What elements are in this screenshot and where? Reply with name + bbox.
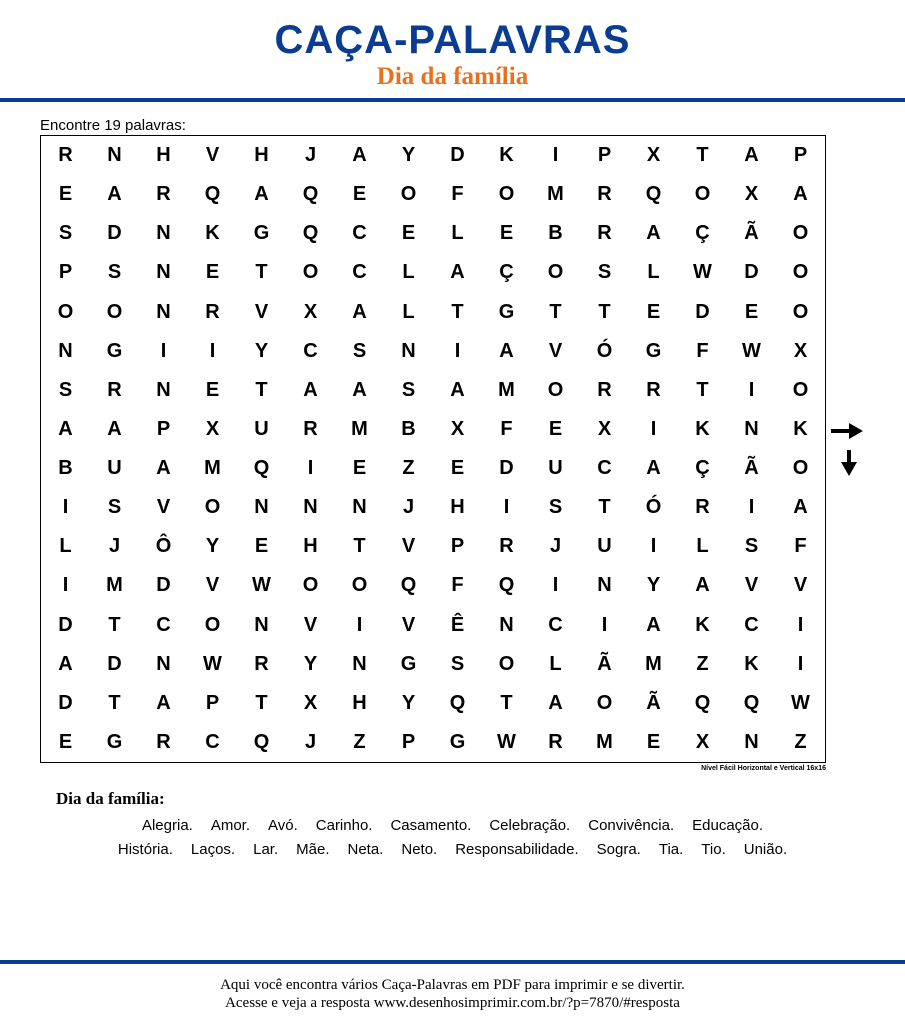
word-list-title: Dia da família: (56, 789, 165, 808)
grid-cell: Q (645, 183, 662, 206)
grid-cell: G (253, 222, 270, 245)
grid-cell: E (646, 300, 661, 323)
grid-cell: N (499, 613, 514, 636)
grid-cell: A (254, 183, 269, 206)
grid-cell: I (748, 378, 755, 401)
grid-cell: L (451, 222, 464, 245)
grid-cell: N (107, 144, 122, 167)
grid-cell: J (549, 535, 562, 558)
grid-cell: O (302, 261, 319, 284)
page-subtitle: Dia da família (376, 63, 529, 90)
grid-cell: A (450, 261, 465, 284)
grid-cell: X (303, 691, 318, 714)
word-list-item: Sogra. (596, 841, 641, 858)
grid-cell: C (156, 613, 171, 636)
grid-cell: Y (254, 339, 269, 362)
grid-cell: A (352, 144, 367, 167)
grid-cell: T (108, 613, 121, 636)
word-list-item: União. (743, 841, 788, 858)
grid-cell: C (303, 339, 318, 362)
grid-cell: Z (353, 730, 366, 753)
grid-cell: Ó (596, 339, 613, 362)
word-list-item: Tia. (658, 841, 684, 858)
grid-cell: J (304, 144, 317, 167)
grid-cell: Y (401, 144, 416, 167)
grid-cell: Ç (695, 222, 710, 245)
grid-cell: O (400, 183, 417, 206)
grid-cell: R (597, 222, 612, 245)
grid-cell: R (303, 417, 318, 440)
grid-cell: A (695, 574, 710, 597)
grid-cell: O (792, 378, 809, 401)
grid-cell: B (58, 457, 73, 480)
grid-cell: H (303, 535, 318, 558)
grid-cell: P (793, 144, 808, 167)
grid-cell: D (58, 613, 73, 636)
grid-cell: O (547, 261, 564, 284)
grid-cell: A (58, 417, 73, 440)
grid-cell: S (107, 496, 122, 519)
grid-cell: V (156, 496, 171, 519)
grid-cell: T (255, 378, 268, 401)
grid-cell: D (58, 691, 73, 714)
grid-cell: R (597, 378, 612, 401)
grid-cell: A (352, 378, 367, 401)
grid-cell: X (205, 417, 220, 440)
grid-cell: C (352, 222, 367, 245)
level-note: Nível Fácil Horizontal e Vertical 16x16 (701, 765, 826, 772)
page-title: CAÇA-PALAVRAS (274, 18, 631, 62)
grid-cell: Q (694, 691, 711, 714)
grid-cell: I (454, 339, 461, 362)
grid-cell: O (792, 300, 809, 323)
grid-cell: P (205, 691, 220, 714)
grid-cell: R (205, 300, 220, 323)
grid-cell: G (498, 300, 515, 323)
grid-cell: A (793, 183, 808, 206)
grid-cell: K (499, 144, 514, 167)
grid-cell: N (597, 574, 612, 597)
grid-cell: O (498, 183, 515, 206)
grid-cell: T (696, 144, 709, 167)
word-list-item: Neta. (347, 841, 384, 858)
grid-cell: T (451, 300, 464, 323)
grid-cell: Y (205, 535, 220, 558)
grid-cell: I (797, 613, 804, 636)
grid-cell: E (450, 457, 465, 480)
grid-cell: T (353, 535, 366, 558)
grid-cell: K (793, 417, 808, 440)
grid-cell: R (548, 730, 563, 753)
footer-text: Aqui você encontra vários Caça-Palavras em PDF para imprimir e se divertir. (220, 977, 685, 993)
grid-cell: K (744, 652, 759, 675)
grid-cell: H (156, 144, 171, 167)
grid-cell: D (156, 574, 171, 597)
grid-cell: A (548, 691, 563, 714)
grid-cell: V (793, 574, 808, 597)
grid-cell: D (107, 222, 122, 245)
grid-cell: A (352, 300, 367, 323)
grid-cell: O (547, 378, 564, 401)
grid-cell: Ç (695, 457, 710, 480)
grid-cell: V (205, 574, 220, 597)
grid-cell: N (744, 730, 759, 753)
grid-cell: O (792, 457, 809, 480)
grid-cell: W (203, 652, 222, 675)
grid-cell: I (552, 574, 559, 597)
grid-cell: C (548, 613, 563, 636)
grid-cell: W (693, 261, 712, 284)
grid-cell: N (156, 222, 171, 245)
bottom-divider (0, 960, 905, 964)
grid-cell: T (598, 300, 611, 323)
grid-cell: I (503, 496, 510, 519)
grid-cell: X (695, 730, 710, 753)
grid-cell: L (647, 261, 660, 284)
grid-cell: L (59, 535, 72, 558)
grid-cell: S (58, 378, 73, 401)
grid-cell: V (401, 535, 416, 558)
grid-cell: P (597, 144, 612, 167)
grid-cell: V (744, 574, 759, 597)
grid-cell: I (797, 652, 804, 675)
grid-cell: R (499, 535, 514, 558)
grid-cell: O (204, 496, 221, 519)
grid-cell: F (500, 417, 513, 440)
grid-cell: F (451, 574, 464, 597)
grid-cell: R (695, 496, 710, 519)
grid-cell: A (107, 183, 122, 206)
grid-cell: O (792, 261, 809, 284)
grid-cell: A (793, 496, 808, 519)
grid-cell: O (351, 574, 368, 597)
grid-cell: H (254, 144, 269, 167)
grid-cell: S (597, 261, 612, 284)
grid-cell: Ã (597, 652, 612, 675)
grid-cell: Ó (645, 496, 662, 519)
grid-cell: J (402, 496, 415, 519)
grid-cell: Q (302, 183, 319, 206)
grid-cell: Q (302, 222, 319, 245)
puzzle-instruction: Encontre 19 palavras: (40, 117, 186, 134)
grid-cell: W (742, 339, 761, 362)
grid-cell: D (107, 652, 122, 675)
grid-cell: N (254, 496, 269, 519)
grid-cell: O (792, 222, 809, 245)
grid-cell: O (204, 613, 221, 636)
word-list-item: Laços. (190, 841, 236, 858)
grid-cell: Q (498, 574, 515, 597)
grid-cell: A (646, 457, 661, 480)
grid-cell: W (791, 691, 810, 714)
grid-cell: P (58, 261, 73, 284)
grid-cell: E (352, 457, 367, 480)
grid-cell: V (205, 144, 220, 167)
grid-cell: K (695, 613, 710, 636)
grid-cell: L (402, 300, 415, 323)
arrow-down-icon (840, 449, 858, 477)
grid-cell: X (744, 183, 759, 206)
grid-cell: I (160, 339, 167, 362)
grid-cell: G (106, 339, 123, 362)
grid-cell: K (205, 222, 220, 245)
grid-cell: I (62, 496, 69, 519)
grid-cell: H (352, 691, 367, 714)
grid-cell: U (597, 535, 612, 558)
grid-cell: M (204, 457, 221, 480)
grid-cell: H (450, 496, 465, 519)
word-list-item: Responsabilidade. (455, 841, 579, 858)
grid-cell: A (646, 222, 661, 245)
grid-cell: N (156, 378, 171, 401)
top-divider (0, 98, 905, 102)
grid-cell: B (401, 417, 416, 440)
word-list-line-2 (0, 840, 905, 860)
grid-cell: Y (303, 652, 318, 675)
grid-cell: D (450, 144, 465, 167)
grid-cell: Q (253, 730, 270, 753)
grid-cell: Z (402, 457, 415, 480)
grid-cell: I (748, 496, 755, 519)
grid-cell: M (351, 417, 368, 440)
grid-cell: N (58, 339, 73, 362)
word-search-grid (40, 135, 826, 763)
grid-cell: N (156, 261, 171, 284)
grid-cell: P (401, 730, 416, 753)
grid-cell: J (108, 535, 121, 558)
grid-cell: T (598, 496, 611, 519)
grid-cell: Ã (744, 457, 759, 480)
grid-cell: S (401, 378, 416, 401)
grid-cell: N (352, 652, 367, 675)
grid-cell: S (548, 496, 563, 519)
word-list-item: Lar. (253, 841, 279, 858)
grid-cell: V (303, 613, 318, 636)
grid-cell: Y (646, 574, 661, 597)
grid-cell: Q (743, 691, 760, 714)
grid-cell: O (596, 691, 613, 714)
grid-cell: S (107, 261, 122, 284)
grid-cell: A (303, 378, 318, 401)
grid-cell: T (500, 691, 513, 714)
grid-cell: R (646, 378, 661, 401)
grid-cell: Q (204, 183, 221, 206)
grid-cell: F (451, 183, 464, 206)
grid-cell: M (645, 652, 662, 675)
grid-cell: I (650, 535, 657, 558)
word-list-item: Casamento. (390, 817, 472, 834)
grid-cell: U (254, 417, 269, 440)
grid-cell: S (450, 652, 465, 675)
grid-cell: I (601, 613, 608, 636)
grid-cell: L (549, 652, 562, 675)
grid-cell: O (498, 652, 515, 675)
grid-cell: R (156, 183, 171, 206)
grid-cell: O (106, 300, 123, 323)
grid-cell: C (205, 730, 220, 753)
grid-cell: L (696, 535, 709, 558)
grid-cell: A (646, 613, 661, 636)
grid-cell: Z (794, 730, 807, 753)
grid-cell: N (401, 339, 416, 362)
grid-cell: C (352, 261, 367, 284)
grid-cell: A (156, 457, 171, 480)
grid-cell: D (744, 261, 759, 284)
grid-cell: E (744, 300, 759, 323)
grid-cell: L (402, 261, 415, 284)
grid-cell: X (303, 300, 318, 323)
grid-cell: T (549, 300, 562, 323)
grid-cell: Q (449, 691, 466, 714)
grid-cell: E (646, 730, 661, 753)
grid-cell: E (58, 183, 73, 206)
grid-cell: E (254, 535, 269, 558)
grid-cell: B (548, 222, 563, 245)
grid-cell: N (254, 613, 269, 636)
grid-cell: D (695, 300, 710, 323)
grid-cell: P (450, 535, 465, 558)
grid-cell: V (254, 300, 269, 323)
word-list-item: Avó. (268, 817, 298, 834)
grid-cell: O (694, 183, 711, 206)
grid-cell: I (552, 144, 559, 167)
grid-cell: Y (401, 691, 416, 714)
grid-cell: A (156, 691, 171, 714)
grid-cell: T (696, 378, 709, 401)
grid-cell: W (252, 574, 271, 597)
grid-cell: R (597, 183, 612, 206)
grid-cell: X (450, 417, 465, 440)
grid-cell: T (255, 261, 268, 284)
footer-link-text: Acesse e veja a resposta www.desenhosimprimir.com.br/?p=7870/#resposta (225, 995, 680, 1011)
grid-cell: Z (696, 652, 709, 675)
grid-cell: E (401, 222, 416, 245)
grid-cell: X (793, 339, 808, 362)
arrow-right-icon (830, 422, 864, 440)
word-list-item: Amor. (210, 817, 251, 834)
grid-cell: I (307, 457, 314, 480)
grid-cell: U (107, 457, 122, 480)
grid-cell: E (352, 183, 367, 206)
grid-cell: E (548, 417, 563, 440)
grid-cell: C (744, 613, 759, 636)
word-list-item: Neto. (401, 841, 438, 858)
grid-cell: O (57, 300, 74, 323)
grid-cell: R (58, 144, 73, 167)
grid-cell: K (695, 417, 710, 440)
grid-cell: N (156, 652, 171, 675)
grid-cell: J (304, 730, 317, 753)
grid-cell: Ê (450, 613, 465, 636)
grid-cell: D (499, 457, 514, 480)
grid-cell: N (352, 496, 367, 519)
grid-cell: E (58, 730, 73, 753)
word-list-item: História. (117, 841, 173, 858)
grid-cell: X (646, 144, 661, 167)
grid-cell: Ç (499, 261, 514, 284)
grid-cell: S (744, 535, 759, 558)
word-list-item: Alegria. (141, 817, 193, 834)
grid-cell: Ã (646, 691, 661, 714)
grid-cell: M (547, 183, 564, 206)
grid-cell: I (650, 417, 657, 440)
grid-cell: N (744, 417, 759, 440)
word-list-line-1 (0, 816, 905, 836)
grid-cell: O (302, 574, 319, 597)
grid-cell: Q (400, 574, 417, 597)
word-list-item: Educação. (692, 817, 764, 834)
grid-cell: N (303, 496, 318, 519)
word-list-item: Mãe. (296, 841, 330, 858)
grid-cell: Q (253, 457, 270, 480)
grid-cell: C (597, 457, 612, 480)
word-list-item: Convivência. (588, 817, 675, 834)
grid-cell: Ã (744, 222, 759, 245)
grid-cell: F (696, 339, 709, 362)
grid-cell: R (156, 730, 171, 753)
grid-cell: A (107, 417, 122, 440)
word-list-item: Tio. (701, 841, 726, 858)
grid-cell: X (597, 417, 612, 440)
grid-cell: N (156, 300, 171, 323)
grid-cell: F (794, 535, 807, 558)
grid-cell: T (108, 691, 121, 714)
grid-cell: W (497, 730, 516, 753)
grid-cell: G (645, 339, 662, 362)
word-list-item: Celebração. (489, 817, 571, 834)
grid-cell: Ô (155, 535, 172, 558)
grid-cell: E (499, 222, 514, 245)
grid-cell: I (209, 339, 216, 362)
grid-cell: G (106, 730, 123, 753)
grid-cell: R (254, 652, 269, 675)
grid-cell: E (205, 378, 220, 401)
grid-cell: I (62, 574, 69, 597)
grid-cell: R (107, 378, 122, 401)
grid-cell: S (58, 222, 73, 245)
grid-cell: S (352, 339, 367, 362)
grid-cell: A (450, 378, 465, 401)
grid-cell: G (449, 730, 466, 753)
grid-cell: V (401, 613, 416, 636)
grid-cell: M (596, 730, 613, 753)
grid-cell: A (744, 144, 759, 167)
grid-cell: E (205, 261, 220, 284)
grid-cell: T (255, 691, 268, 714)
grid-cell: I (356, 613, 363, 636)
grid-cell: P (156, 417, 171, 440)
grid-cell: A (499, 339, 514, 362)
grid-cell: V (548, 339, 563, 362)
grid-cell: M (106, 574, 123, 597)
grid-cell: U (548, 457, 563, 480)
grid-cell: A (58, 652, 73, 675)
grid-cell: M (498, 378, 515, 401)
word-list-item: Carinho. (315, 817, 373, 834)
grid-cell: G (400, 652, 417, 675)
